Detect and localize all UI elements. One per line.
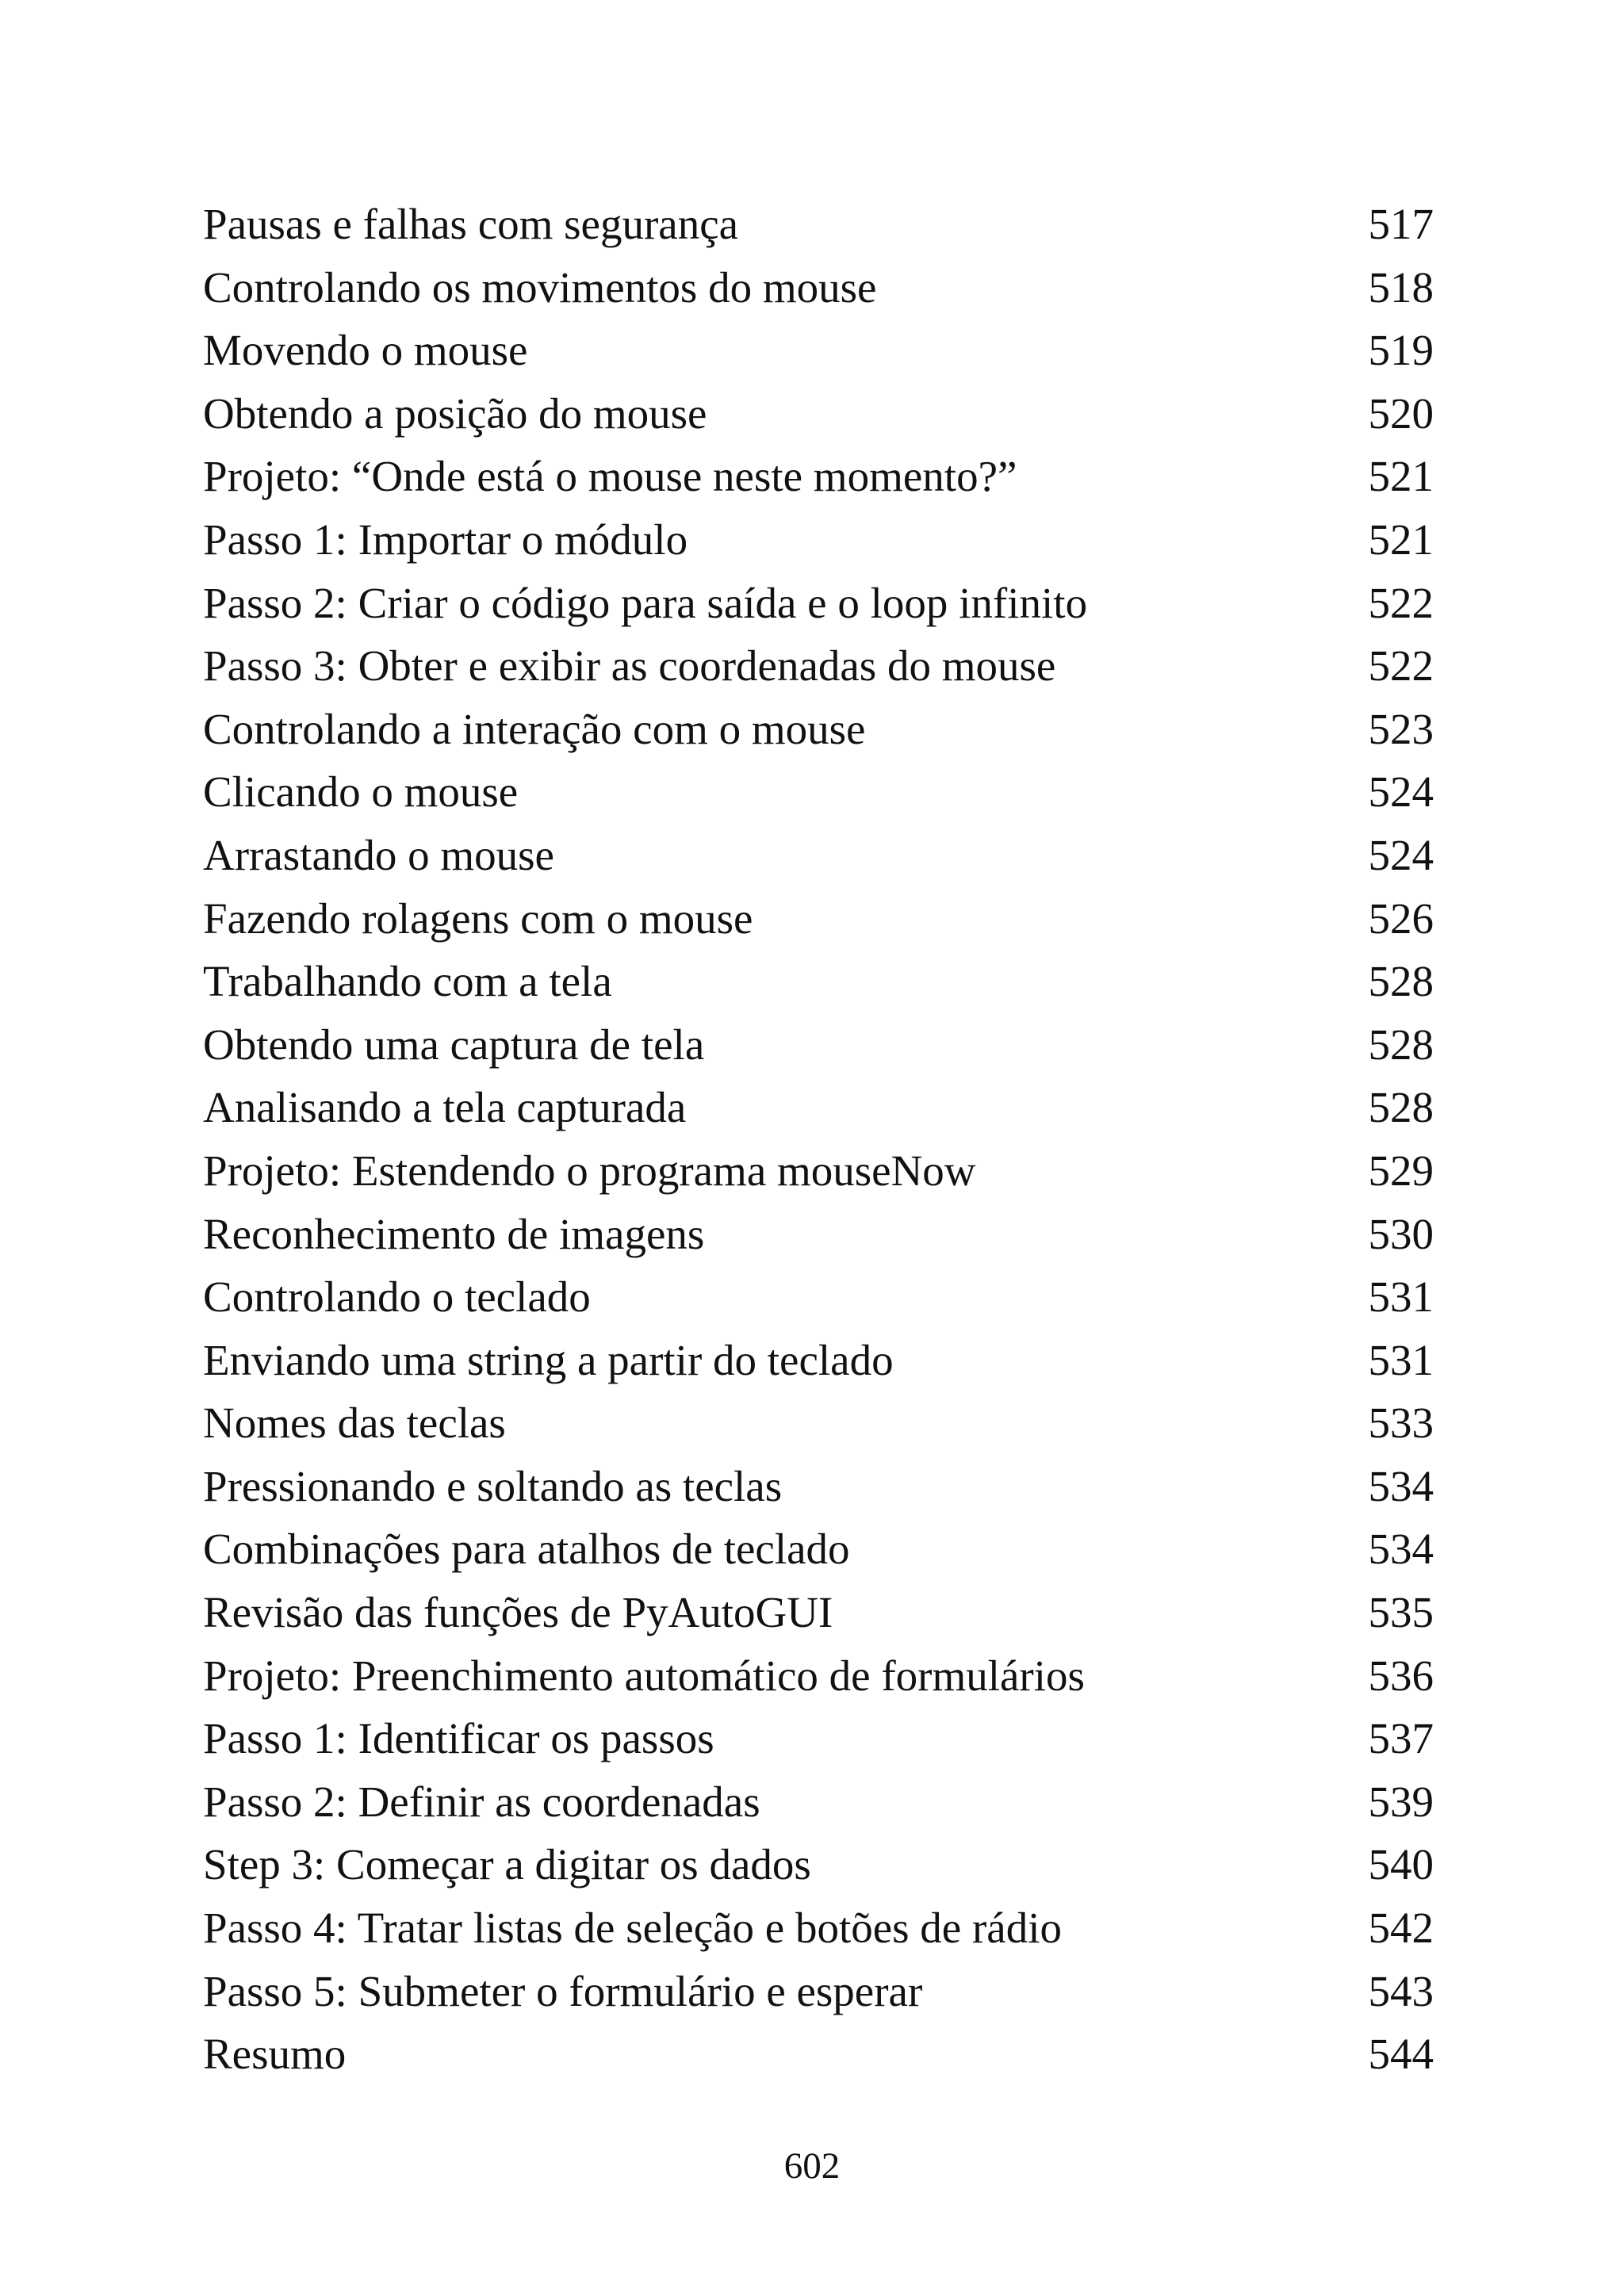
toc-entry xyxy=(203,2022,1434,2086)
toc-entry xyxy=(203,508,1434,572)
toc-entry-page: 533 xyxy=(1368,1399,1434,1448)
toc-entry xyxy=(203,1770,1434,1834)
toc-entry-page: 529 xyxy=(1368,1146,1434,1195)
toc-entry xyxy=(203,256,1434,320)
toc-entry-title: Passo 5: Submeter o formulário e esperar xyxy=(203,1966,923,2015)
toc-entry-page: 528 xyxy=(1368,957,1434,1006)
toc-entry-page: 520 xyxy=(1368,388,1434,438)
toc-entry xyxy=(203,1581,1434,1644)
toc-entry-title: Clicando o mouse xyxy=(203,767,519,817)
toc-entry xyxy=(203,1707,1434,1770)
toc-entry-title: Nomes das teclas xyxy=(203,1399,506,1448)
toc-entry-page: 524 xyxy=(1368,830,1434,879)
toc-entry-page: 521 xyxy=(1368,515,1434,564)
toc-entry-page: 536 xyxy=(1368,1651,1434,1700)
toc-entry-title: Passo 1: Importar o módulo xyxy=(203,515,688,564)
toc-entry xyxy=(203,760,1434,824)
toc-entry-title: Arrastando o mouse xyxy=(203,830,554,879)
toc-entry xyxy=(203,1960,1434,2023)
toc-entry-page: 534 xyxy=(1368,1461,1434,1510)
toc-entry-page: 543 xyxy=(1368,1966,1434,2015)
toc-entry-page: 521 xyxy=(1368,452,1434,501)
toc-entry-title: Enviando uma string a partir do teclado xyxy=(203,1335,894,1384)
toc-entry-page: 519 xyxy=(1368,326,1434,375)
toc-entry xyxy=(203,698,1434,761)
toc-entry xyxy=(203,1329,1434,1392)
toc-entry-title: Revisão das funções de PyAutoGUI xyxy=(203,1588,833,1637)
toc-entry xyxy=(203,382,1434,446)
toc-entry xyxy=(203,1265,1434,1329)
table-of-contents xyxy=(203,193,1434,2086)
toc-entry xyxy=(203,634,1434,698)
toc-entry-page: 524 xyxy=(1368,767,1434,817)
page-number: 602 xyxy=(783,2145,841,2187)
toc-entry-page: 540 xyxy=(1368,1840,1434,1889)
toc-entry-title: Projeto: Estendendo o programa mouseNow xyxy=(203,1146,976,1195)
toc-entry-page: 531 xyxy=(1368,1272,1434,1322)
toc-entry-page: 528 xyxy=(1368,1083,1434,1132)
toc-entry-page: 537 xyxy=(1368,1714,1434,1763)
toc-entry-page: 518 xyxy=(1368,262,1434,312)
toc-entry-title: Trabalhando com a tela xyxy=(203,957,612,1006)
toc-entry-title: Controlando os movimentos do mouse xyxy=(203,262,877,312)
toc-entry xyxy=(203,1013,1434,1077)
toc-entry-page: 531 xyxy=(1368,1335,1434,1384)
toc-entry-page: 535 xyxy=(1368,1588,1434,1637)
toc-entry xyxy=(203,445,1434,508)
toc-entry-title: Combinações para atalhos de teclado xyxy=(203,1525,850,1574)
toc-entry-title: Projeto: “Onde está o mouse neste momento?” xyxy=(203,452,1017,501)
toc-entry-page: 517 xyxy=(1368,200,1434,248)
toc-entry xyxy=(203,572,1434,635)
toc-entry xyxy=(203,1517,1434,1581)
toc-entry-title: Passo 1: Identificar os passos xyxy=(203,1714,714,1763)
toc-entry xyxy=(203,824,1434,887)
toc-entry-title: Passo 2: Definir as coordenadas xyxy=(203,1777,760,1826)
toc-entry-title: Passo 2: Criar o código para saída e o loop infinito xyxy=(203,578,1088,627)
toc-entry-title: Reconhecimento de imagens xyxy=(203,1209,705,1258)
toc-entry xyxy=(203,1203,1434,1266)
toc-entry-title: Pausas e falhas com segurança xyxy=(203,200,739,248)
toc-entry xyxy=(203,1455,1434,1518)
toc-entry-title: Analisando a tela capturada xyxy=(203,1083,687,1132)
toc-entry xyxy=(203,887,1434,951)
toc-entry-title: Passo 3: Obter e exibir as coordenadas do mouse xyxy=(203,641,1056,691)
toc-entry-title: Fazendo rolagens com o mouse xyxy=(203,894,753,943)
toc-entry-page: 522 xyxy=(1368,578,1434,627)
toc-entry-page: 542 xyxy=(1368,1904,1434,1953)
toc-entry-title: Projeto: Preenchimento automático de formulários xyxy=(203,1651,1085,1700)
toc-entry-title: Obtendo uma captura de tela xyxy=(203,1020,705,1069)
toc-entry-title: Resumo xyxy=(203,2030,347,2079)
toc-entry xyxy=(203,950,1434,1013)
toc-entry-title: Controlando o teclado xyxy=(203,1272,591,1322)
toc-entry-title: Movendo o mouse xyxy=(203,326,528,375)
toc-entry-page: 534 xyxy=(1368,1525,1434,1574)
toc-entry xyxy=(203,1076,1434,1139)
toc-entry-title: Step 3: Começar a digitar os dados xyxy=(203,1840,811,1889)
toc-entry-title: Obtendo a posição do mouse xyxy=(203,388,707,438)
toc-entry-page: 526 xyxy=(1368,894,1434,943)
toc-entry-title: Passo 4: Tratar listas de seleção e botões de rádio xyxy=(203,1904,1062,1953)
toc-entry xyxy=(203,1139,1434,1203)
toc-entry-page: 523 xyxy=(1368,704,1434,753)
toc-entry xyxy=(203,1644,1434,1708)
toc-entry-page: 528 xyxy=(1368,1020,1434,1069)
toc-entry-page: 539 xyxy=(1368,1777,1434,1826)
toc-entry xyxy=(203,1833,1434,1896)
toc-entry xyxy=(203,1896,1434,1960)
toc-entry xyxy=(203,1391,1434,1455)
toc-entry xyxy=(203,319,1434,382)
toc-entry-title: Pressionando e soltando as teclas xyxy=(203,1461,783,1510)
toc-entry-page: 544 xyxy=(1368,2030,1434,2079)
toc-entry-page: 530 xyxy=(1368,1209,1434,1258)
toc-entry-title: Controlando a interação com o mouse xyxy=(203,704,866,753)
toc-entry-page: 522 xyxy=(1368,641,1434,691)
toc-entry xyxy=(203,193,1434,256)
